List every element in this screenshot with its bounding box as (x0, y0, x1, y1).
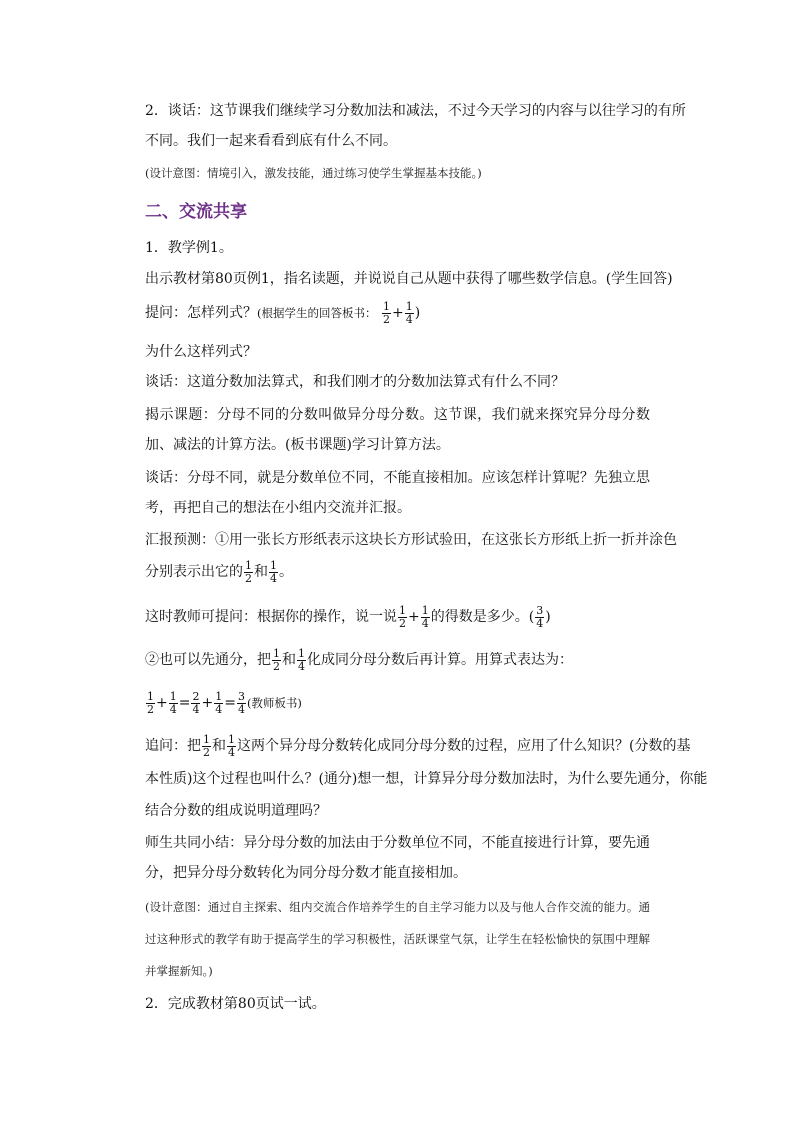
method2-line: ②也可以先通分，把 $\frac{1}{2}$ 和 $\frac{1}{4}$ 化成同分母分数后再计算。用算式表达为： (145, 646, 573, 673)
follow-up-line2: 本性质)这个过程也叫什么？(通分)想一想，计算异分母分数加法时，为什么要先通分，你能 (145, 771, 708, 787)
teacher-ask: 这时教师可提问：根据你的操作，说一说 $\frac{1}{2}$ + $\frac{1}{4}$ 的得数是多少。( $\frac{3}{4}$ ) (145, 603, 551, 630)
sec2-line1: 2．谈话：这节课我们继续学习分数加法和减法，不过今天学习的内容与以往学习的有所 (145, 103, 686, 119)
follow-up-line1: 追问：把 $\frac{1}{2}$ 和 $\frac{1}{4}$ 这两个异分母分数转化成同分母分数的过程，应用了什么知识？(分数的基 (145, 732, 691, 759)
fraction-1-2: $\frac{1}{2}$ (382, 299, 390, 326)
summary: 师生共同小结：异分母分数的加法由于分数单位不同，不能直接进行计算，要先通分，把异分母分数转化为同分母分数才能直接相加。 (145, 835, 650, 881)
example2-title: 2．完成教材第80页试一试。 (145, 996, 326, 1012)
fraction-1-4: $\frac{1}{4}$ (298, 646, 305, 673)
report-line2: 分别表示出它的 $\frac{1}{2}$ 和 $\frac{1}{4}$ 。 (145, 558, 293, 585)
question-why: 为什么这样列式？ (145, 344, 257, 360)
question-text: 提问：怎样列式？ (145, 305, 257, 321)
question-formula (145, 298, 650, 328)
talk-difference: 谈话：这道分数加法算式，和我们刚才的分数加法算式有什么不同？ (145, 374, 565, 390)
equation-line: $\frac{1}{2}$ + $\frac{1}{4}$ = $\frac{2}{4}$ + $\frac{1}{4}$ = $\frac{3}{4}$ (教师板书) (147, 689, 302, 716)
fraction-1-4: $\frac{1}{4}$ (270, 558, 277, 585)
follow-up-line3: 结合分数的组成说明道理吗？ (145, 803, 327, 819)
fraction-1-2: $\frac{1}{2}$ (399, 603, 406, 630)
reveal-topic: 揭示课题：分母不同的分数叫做异分母分数。这节课，我们就来探究异分母分数加、减法的计算方法。(板书课题)学习计算方法。 (145, 407, 650, 453)
fraction-1-2: $\frac{1}{2}$ (245, 558, 252, 585)
fraction-1-4: $\frac{1}{4}$ (405, 299, 413, 326)
section-heading: 二、交流共享 (145, 202, 247, 222)
plus-sign: + (391, 305, 404, 321)
fraction-3-4: $\frac{3}{4}$ (536, 603, 544, 630)
teacher-board-note: (教师板书) (246, 696, 302, 710)
example1-title: 1．教学例1。 (145, 240, 233, 256)
design-note-2: (设计意图：通过自主探索、组内交流合作培养学生的自主学习能力以及与他人合作交流的能力。通过这种形式的教学有助于提高学生的学习积极性，活跃课堂气氛，让学生在轻松愉快的氛围中理解并掌握新知。) (145, 900, 650, 978)
fraction-1-2: $\frac{1}{2}$ (273, 646, 280, 673)
close-paren: ) (414, 305, 421, 321)
board-note: (根据学生的回答板书： (257, 306, 377, 320)
sec2-line2: 不同。我们一起来看看到底有什么不同。 (145, 133, 397, 149)
report-line1: 汇报预测：①用一张长方形纸表示这块长方形试验田，在这张长方形纸上折一折并涂色 (145, 532, 677, 548)
example1-intro: 出示教材第80页例1，指名读题，并说说自己从题中获得了哪些数学信息。(学生回答) (145, 271, 673, 287)
fraction-1-4: $\frac{1}{4}$ (421, 603, 429, 630)
talk-method: 谈话：分母不同，就是分数单位不同，不能直接相加。应该怎样计算呢？先独立思考，再把自己的想法在小组内交流并汇报。 (145, 470, 650, 516)
design-note-1: (设计意图：情境引入，激发技能，通过练习使学生掌握基本技能。) (145, 166, 482, 180)
